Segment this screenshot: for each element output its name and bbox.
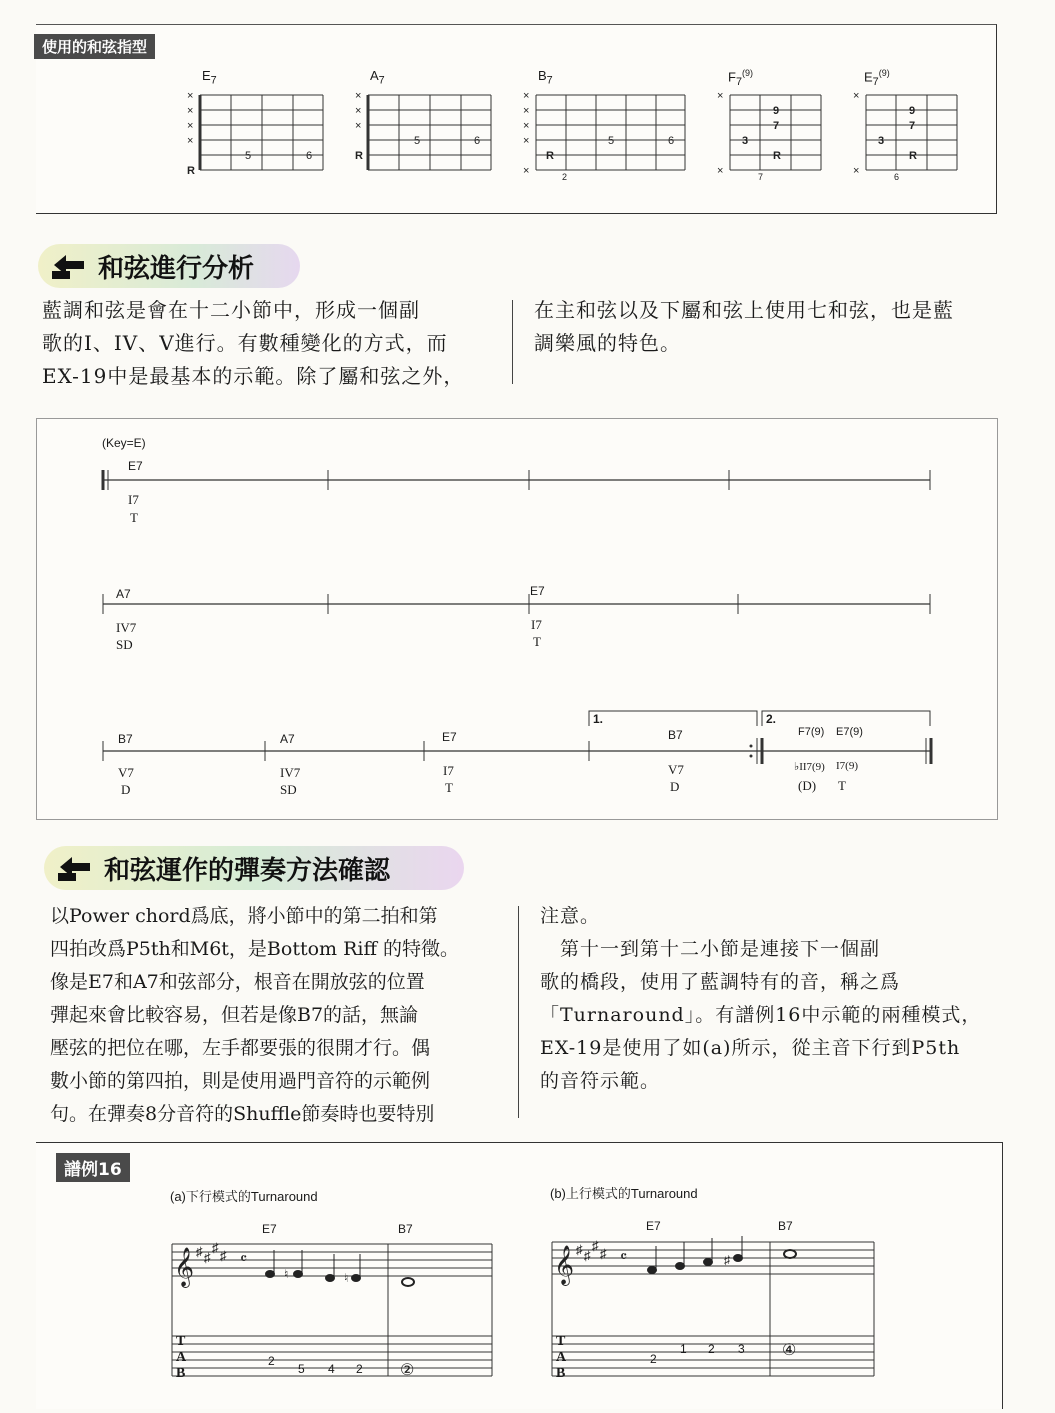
svg-text:♯: ♯	[592, 1238, 599, 1253]
prog-roman: I7	[128, 492, 139, 507]
prog-chord: E7	[530, 584, 545, 598]
svg-text:×: ×	[187, 120, 194, 132]
tab-number: 2	[268, 1354, 275, 1368]
tab-number: 5	[298, 1362, 305, 1376]
prog-roman: V7	[668, 762, 684, 777]
tab-label-b: B	[556, 1366, 566, 1381]
example-b-title: (b)上行模式的Turnaround	[550, 1186, 698, 1201]
svg-text:♯: ♯	[196, 1244, 203, 1259]
prog-function: T	[838, 778, 846, 793]
svg-text:R: R	[187, 165, 195, 177]
svg-text:♯: ♯	[724, 1253, 730, 1267]
playing-paragraph-col2: 注意。 第十一到第十二小節是連接下一個副 歌的橋段，使用了藍調特有的音，稱之爲 「Turnaround」。有譜例16中示範的兩種模式， EX-19是使用了如(a)所示，從主音下行到P5th 的音符示範。	[540, 905, 982, 1092]
tab-label-a: A	[176, 1350, 187, 1365]
chord-name-e7-9: $E_7^{(9)}$	[864, 68, 890, 88]
svg-text:5: 5	[608, 135, 615, 147]
svg-text:7: 7	[758, 172, 764, 182]
tab-number: ②	[400, 1362, 415, 1379]
fingering-tag: 使用的和弦指型	[34, 34, 155, 59]
prog-roman: I7(9)	[836, 760, 858, 772]
ending-2-label: 2.	[766, 712, 777, 726]
section-heading-playing	[44, 846, 464, 890]
prog-function: T	[445, 780, 453, 795]
progression-staff	[0, 418, 1055, 818]
prog-function: SD	[116, 637, 133, 652]
ending-1-label: 1.	[593, 712, 604, 726]
chord-name-b7: $B_7$	[538, 68, 553, 87]
column-divider	[512, 300, 513, 384]
prog-function: (D)	[798, 778, 817, 793]
svg-text:R: R	[773, 150, 781, 162]
pointing-hand-icon	[58, 853, 92, 883]
svg-text:♮: ♮	[284, 1267, 289, 1281]
svg-text:𝄴: 𝄴	[240, 1251, 248, 1268]
svg-text:𝄞: 𝄞	[174, 1248, 195, 1286]
prog-function: T	[130, 510, 138, 525]
svg-text:R: R	[546, 150, 554, 162]
svg-text:𝄴: 𝄴	[620, 1249, 628, 1266]
svg-text:♯: ♯	[576, 1242, 583, 1257]
prog-roman: I7	[443, 763, 454, 778]
svg-text:×: ×	[187, 90, 194, 102]
prog-roman: IV7	[116, 620, 137, 635]
svg-text:♯: ♯	[204, 1250, 211, 1265]
prog-function: SD	[280, 782, 297, 797]
svg-text:7: 7	[909, 120, 916, 132]
svg-text:9: 9	[773, 105, 780, 117]
prog-roman: IV7	[280, 765, 301, 780]
diagram-b7	[536, 95, 685, 170]
example-b-chord: E7	[646, 1219, 661, 1233]
svg-text:3: 3	[742, 135, 749, 147]
example-a-title: (a)下行模式的Turnaround	[170, 1189, 318, 1204]
svg-text:2: 2	[562, 172, 568, 182]
example-a-chord: B7	[398, 1222, 413, 1236]
playing-paragraph-col1: 以Power chord爲底，將小節中的第二拍和第 四拍改爲P5th和M6t，是Bottom Riff 的特徵。 像是E7和A7和弦部分，根音在開放弦的位置 彈起來會比較容易，但若是像B7的話，無論 壓弦的把位在哪，左手都要張的很開才行。偶 數小節的第四拍，則是使用過門音符的示範例 句。在彈奏8分音符的Shuffle節奏時也要特別	[50, 905, 460, 1125]
chord-name-f7-9: $F_7^{(9)}$	[728, 68, 753, 88]
diagram-e7	[200, 95, 323, 170]
prog-chord: A7	[116, 587, 131, 601]
chord-diagrams	[0, 0, 1055, 212]
prog-chord: A7	[280, 732, 295, 746]
key-label: (Key=E)	[102, 436, 146, 450]
svg-text:♯: ♯	[212, 1240, 219, 1255]
prog-chord: E7(9)	[836, 726, 863, 738]
svg-text:×: ×	[187, 105, 194, 117]
svg-text:7: 7	[773, 120, 780, 132]
svg-text:9: 9	[909, 105, 916, 117]
svg-text:♯: ♯	[584, 1248, 591, 1263]
analysis-paragraph-col1: 藍調和弦是會在十二小節中，形成一個副 歌的I、IV、V進行。有數種變化的方式，而 EX-19中是最基本的示範。除了屬和弦之外，	[42, 298, 465, 388]
pointing-hand-icon	[52, 251, 86, 281]
tab-label-t: T	[176, 1334, 186, 1349]
svg-text:×: ×	[355, 105, 362, 117]
heading-text: 和弦運作的彈奏方法確認	[104, 855, 391, 886]
svg-text:×: ×	[355, 120, 362, 132]
prog-roman: I7	[531, 617, 542, 632]
heading-text: 和弦進行分析	[98, 253, 255, 284]
svg-text:R: R	[355, 150, 363, 162]
example-b-chord: B7	[778, 1219, 793, 1233]
prog-chord: B7	[668, 728, 683, 742]
tab-number: 4	[328, 1362, 335, 1376]
svg-text:×: ×	[187, 135, 194, 147]
tab-label-t: T	[556, 1334, 566, 1349]
tab-number: ④	[782, 1342, 797, 1359]
tab-number: 2	[708, 1342, 715, 1356]
svg-text:6: 6	[306, 150, 313, 162]
svg-text:×: ×	[523, 165, 530, 177]
section-heading-analysis	[38, 244, 300, 288]
tab-number: 2	[356, 1362, 363, 1376]
tab-label-a: A	[556, 1350, 567, 1365]
prog-function: T	[533, 634, 541, 649]
svg-text:♯: ♯	[600, 1246, 607, 1261]
prog-roman: V7	[118, 765, 134, 780]
tab-number: 2	[650, 1352, 657, 1366]
svg-text:×: ×	[523, 120, 530, 132]
prog-chord: E7	[442, 730, 457, 744]
tab-number: 3	[738, 1342, 745, 1356]
svg-text:𝄞: 𝄞	[554, 1246, 575, 1284]
svg-text:×: ×	[355, 90, 362, 102]
svg-text:6: 6	[668, 135, 675, 147]
prog-chord: B7	[118, 732, 133, 746]
prog-chord: E7	[128, 459, 143, 473]
example-a-chord: E7	[262, 1222, 277, 1236]
svg-text:×: ×	[717, 165, 724, 177]
example-tag: 譜例16	[56, 1153, 130, 1182]
prog-function: D	[670, 779, 680, 794]
svg-text:6: 6	[474, 135, 481, 147]
prog-roman: ♭II7(9)	[794, 761, 825, 773]
svg-text:R: R	[909, 150, 917, 162]
tab-number: 1	[680, 1342, 687, 1356]
svg-text:♯: ♯	[220, 1248, 227, 1263]
svg-text:6: 6	[894, 172, 900, 182]
svg-text:×: ×	[717, 90, 724, 102]
chord-name-a7: $A_7$	[370, 68, 385, 87]
tab-label-b: B	[176, 1366, 186, 1381]
svg-text:×: ×	[853, 165, 860, 177]
diagram-a7	[368, 95, 491, 170]
svg-text:3: 3	[878, 135, 885, 147]
svg-text:×: ×	[523, 90, 530, 102]
column-divider	[518, 906, 519, 1118]
svg-text:×: ×	[523, 105, 530, 117]
chord-name-e7: $E_7$	[202, 68, 217, 87]
svg-text:♮: ♮	[344, 1271, 349, 1285]
svg-text:×: ×	[523, 135, 530, 147]
svg-text:5: 5	[245, 150, 252, 162]
example-notation	[0, 1236, 1055, 1413]
svg-text:×: ×	[853, 90, 860, 102]
prog-chord: F7(9)	[798, 726, 825, 738]
svg-text:5: 5	[414, 135, 421, 147]
analysis-paragraph-col2: 在主和弦以及下屬和弦上使用七和弦，也是藍 調樂風的特色。	[534, 298, 954, 355]
prog-function: D	[121, 782, 131, 797]
